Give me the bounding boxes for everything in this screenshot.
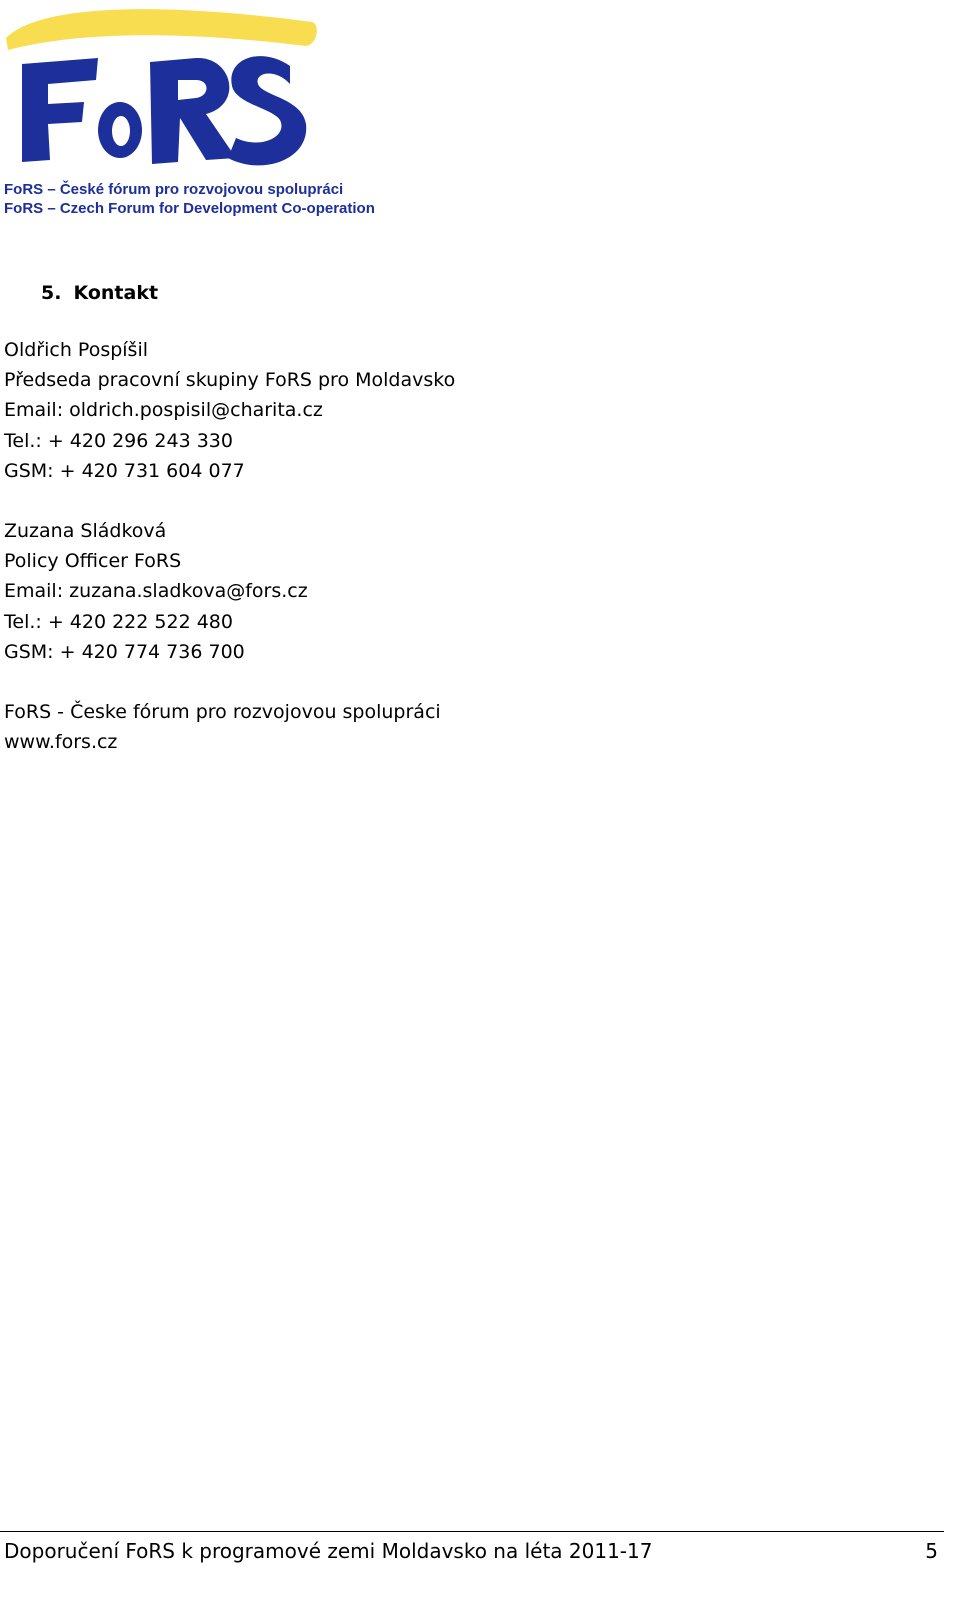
contact-card-1 [4,335,455,486]
logo-yellow-swoosh [6,9,317,50]
logo-letter-f [22,58,98,162]
logo-letter-o-inner [112,116,130,146]
section-title: Kontakt [73,282,159,304]
contact-email[interactable]: Email: oldrich.pospisil@charita.cz [4,399,323,422]
contact-card-2 [4,516,308,667]
section-number: 5. [41,282,62,304]
contact-role: Předseda pracovní skupiny FoRS pro Moldavsko [4,369,456,392]
organization-web-link[interactable]: www.fors.cz [4,731,118,754]
org-name-cz: FoRS – České fórum pro rozvojovou spolupráci [4,181,344,198]
footer-divider [0,1531,944,1532]
organization-name: FoRS - Česke fórum pro rozvojovou spolupráci [4,701,441,723]
contact-tel: Tel.: + 420 222 522 480 [4,610,233,633]
contact-gsm: GSM: + 420 774 736 700 [4,640,245,663]
contact-tel: Tel.: + 420 296 243 330 [4,429,233,452]
contact-name: Zuzana Sládková [4,520,167,542]
org-name-en: FoRS – Czech Forum for Development Co-operation [4,200,375,217]
logo-letter-r [150,58,236,164]
footer-title: Doporučení FoRS k programové zemi Moldavsko na léta 2011-17 [4,1539,653,1563]
section-heading [41,282,158,304]
contact-gsm: GSM: + 420 731 604 077 [4,459,245,482]
page-number: 5 [925,1539,938,1563]
logo-letter-s [228,56,306,165]
contact-name: Oldřich Pospíšil [4,339,149,361]
organization-block [4,697,441,757]
contact-email[interactable]: Email: zuzana.sladkova@fors.cz [4,580,308,603]
fors-logo [0,0,330,180]
contact-role: Policy Officer FoRS [4,550,182,573]
